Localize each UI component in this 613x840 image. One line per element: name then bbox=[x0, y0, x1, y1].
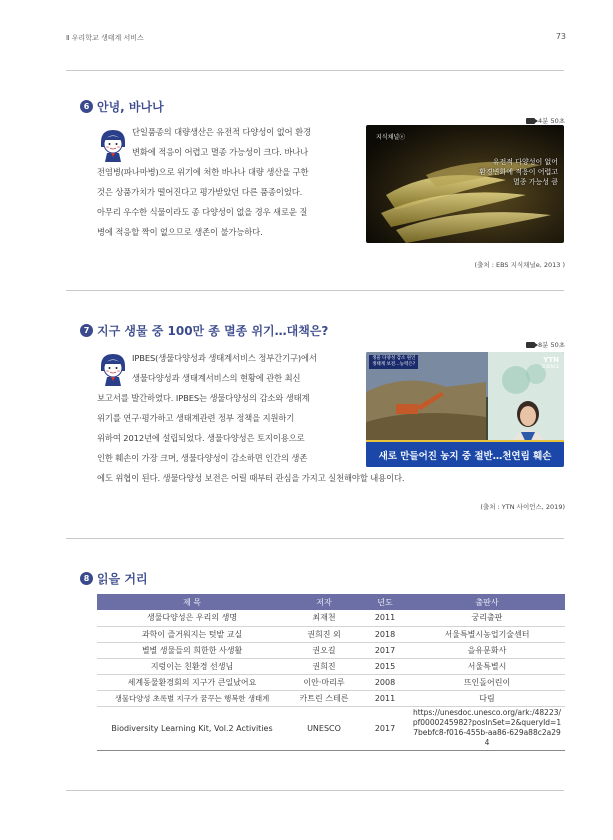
video-camera-icon bbox=[526, 118, 535, 124]
video-duration: 8분 50초 bbox=[526, 340, 565, 349]
book-year: 2008 bbox=[361, 674, 409, 690]
video-thumbnail-banana[interactable] bbox=[366, 125, 564, 243]
page-number: 73 bbox=[555, 32, 566, 41]
table-row bbox=[97, 658, 565, 674]
book-author: 권오길 bbox=[287, 642, 361, 658]
book-title: 생물다양성은 우리의 생명 bbox=[97, 610, 287, 626]
book-title: 과학이 즐거워지는 텃밭 교실 bbox=[97, 626, 287, 642]
source-citation: (출처 : YTN 사이언스, 2019) bbox=[480, 503, 565, 511]
book-publisher: 서울특별시농업기술센터 bbox=[409, 626, 565, 642]
book-publisher: 뜨인돌어린이 bbox=[409, 674, 565, 690]
table-row bbox=[97, 674, 565, 690]
section-number-badge: 7 bbox=[80, 324, 93, 337]
book-publisher: 다림 bbox=[409, 690, 565, 706]
video-camera-icon bbox=[526, 342, 535, 348]
book-year: 2017 bbox=[361, 706, 409, 750]
book-year: 2018 bbox=[361, 626, 409, 642]
book-author: 권희진 외 bbox=[287, 626, 361, 642]
ytn-logo: YTN SCIENCE bbox=[541, 356, 559, 369]
table-row bbox=[97, 706, 565, 750]
column-header: 저자 bbox=[287, 594, 361, 610]
column-header: 출판사 bbox=[409, 594, 565, 610]
news-caption: 새로 만들어진 농지 중 절반…천연림 훼손 bbox=[378, 451, 552, 462]
section-8-title bbox=[80, 570, 148, 587]
book-title: 지렁이는 친환경 선생님 bbox=[97, 658, 287, 674]
source-citation: (출처 : EBS 지식채널e, 2013 ) bbox=[474, 261, 565, 269]
column-header: 제 목 bbox=[97, 594, 287, 610]
section-6-title bbox=[80, 98, 164, 115]
column-header: 년도 bbox=[361, 594, 409, 610]
channel-logo: 지식채널ⓔ bbox=[376, 134, 406, 141]
book-author: 최재천 bbox=[287, 610, 361, 626]
section-number-badge: 8 bbox=[80, 572, 93, 585]
book-publisher: 을유문화사 bbox=[409, 642, 565, 658]
section-number-badge: 6 bbox=[80, 100, 93, 113]
section-6-body: 단일품종의 대량생산은 유전적 다양성이 없어 환경 변화에 적응이 어렵고 멸종 가능성이 크다. 바나나 전염병(파나마병)으로 위기에 처한 바나나 대량 생산을 구한 것은 상품가치가 떨어진다고 평가받았던 다른 품종이었다. 아무리 우수한 식물이라도 종 다양성이 없을 경우 새로운 질 병에 적응할 짝이 없으므로 생존이 불가능하다. bbox=[97, 127, 311, 237]
news-tag: 생물 다양성 감소 원인 생태계 보전…능력은? bbox=[369, 355, 418, 369]
table-header-row bbox=[97, 594, 565, 610]
table-row bbox=[97, 642, 565, 658]
book-year: 2011 bbox=[361, 690, 409, 706]
book-publisher: 궁리출판 bbox=[409, 610, 565, 626]
book-author: UNESCO bbox=[287, 706, 361, 750]
video-thumbnail-ytn[interactable] bbox=[366, 352, 564, 467]
section-7-body: IPBES(생물다양성과 생태계서비스 정부간기구)에서 생물다양성과 생태계서비스의 현황에 관한 최신 보고서를 발간하였다. IPBES는 생물다양성의 감소와 생태계 위기를 연구·평가하고 생태계관련 정부 정책을 지원하기 위하여 2012년에 설립되었다. 생물다양성은 토지이용으로 인한 훼손이 가장 크며, 생물다양성이 감소하면 인간의 생존 에도 위협이 된다. 생물다양성 보전은 어릴 때부터 관심을 가지고 실천해야할 내용이다. bbox=[97, 353, 405, 483]
book-publisher: 서울특별시 bbox=[409, 658, 565, 674]
section-title-text: 지구 생물 중 100만 종 멸종 위기…대책은? bbox=[97, 324, 329, 338]
table-row bbox=[97, 690, 565, 706]
divider bbox=[66, 70, 564, 71]
reading-list-table bbox=[97, 594, 565, 751]
book-year: 2017 bbox=[361, 642, 409, 658]
section-7-title bbox=[80, 322, 328, 339]
book-title: Biodiversity Learning Kit, Vol.2 Activities bbox=[97, 706, 287, 750]
book-title: 생물다양성 초록별 지구가 꿈꾸는 행복한 생태계 bbox=[97, 690, 287, 706]
book-author: 카트린 스테른 bbox=[287, 690, 361, 706]
video-duration: 4분 50초 bbox=[526, 116, 565, 125]
divider bbox=[66, 290, 564, 291]
table-row bbox=[97, 610, 565, 626]
resource-url-link[interactable]: https://unesdoc.unesco.org/ark:/48223/pf0000245982?posInSet=2&queryId=17bebfc8-f016-455b-aa86-629a88c2a294 bbox=[409, 706, 565, 750]
book-title: 세계동물환경회의 지구가 큰일났어요 bbox=[97, 674, 287, 690]
table-row bbox=[97, 626, 565, 642]
book-author: 권희진 bbox=[287, 658, 361, 674]
book-title: 별별 생물들의 희한한 사생활 bbox=[97, 642, 287, 658]
book-author: 이안·마리루 bbox=[287, 674, 361, 690]
running-header: Ⅱ 우리학교 생태계 서비스 bbox=[66, 34, 144, 42]
divider bbox=[66, 538, 564, 539]
section-title-text: 안녕, 바나나 bbox=[97, 100, 164, 114]
book-year: 2015 bbox=[361, 658, 409, 674]
video-caption: 유전적 다양성이 없어 환경변화에 적응이 어렵고 멸종 가능성 큼 bbox=[479, 158, 558, 186]
section-title-text: 읽을 거리 bbox=[97, 572, 148, 586]
book-year: 2011 bbox=[361, 610, 409, 626]
divider bbox=[66, 790, 564, 791]
